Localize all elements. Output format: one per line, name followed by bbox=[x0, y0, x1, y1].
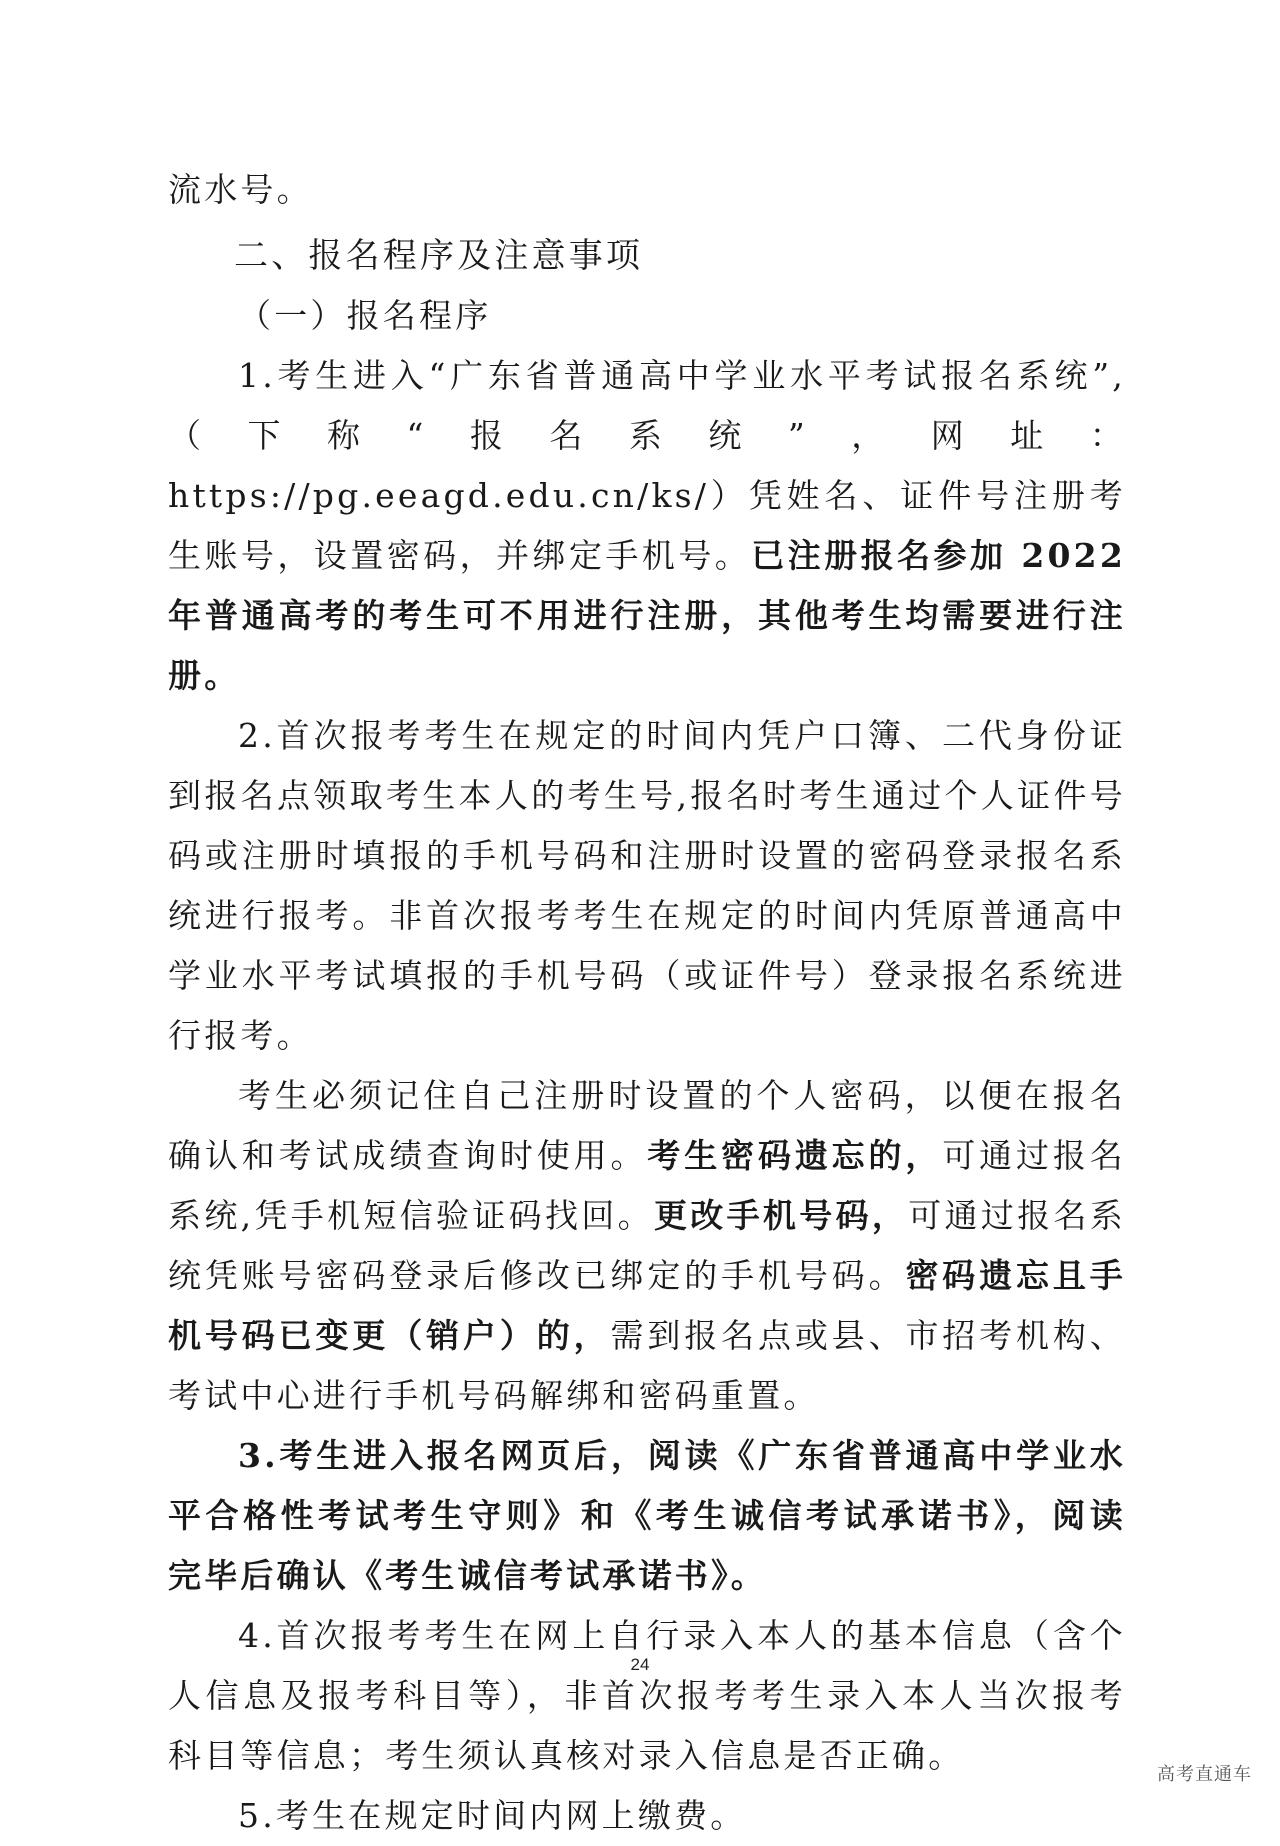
paragraph-item-4: 4.首次报考考生在网上自行录入本人的基本信息（含个人信息及报考科目等），非首次报考考生录入本人当次报考科目等信息；考生须认真核对录入信息是否正确。 bbox=[168, 1616, 1126, 1775]
password-bold-3: 密码遗忘且手机号码已变更（销户）的， bbox=[168, 1256, 1126, 1355]
paragraph-continuation: 流水号。 bbox=[168, 170, 313, 209]
password-text-3: 可通过报名系统凭账号密码登录后修改已绑定的手机号码。 bbox=[168, 1196, 1126, 1295]
password-bold-1: 考生密码遗忘的， bbox=[647, 1136, 943, 1175]
section-heading: 二、报名程序及注意事项 bbox=[234, 236, 644, 276]
paragraph-item-3: 3.考生进入报名网页后，阅读《广东省普通高中学业水平合格性考试考生守则》和《考生诚信考试承诺书》，阅读完毕后确认《考生诚信考试承诺书》。 bbox=[168, 1436, 1126, 1595]
subsection-heading: （一）报名程序 bbox=[238, 296, 492, 335]
page-number: 24 bbox=[630, 1655, 650, 1674]
password-text-2: 可通过报名系统,凭手机短信验证码找回。 bbox=[168, 1136, 1126, 1235]
item1-text: 1.考生进入“广东省普通高中学业水平考试报名系统”,（下称“报名系统”，网址：https://pg.eeagd.edu.cn/ks/）凭姓名、证件号注册考生账号，设置密码，并绑定手机号。 bbox=[168, 356, 1126, 575]
paragraph-item-1 bbox=[168, 346, 1126, 706]
password-text-1: 考生必须记住自己注册时设置的个人密码，以便在报名确认和考试成绩查询时使用。 bbox=[168, 1076, 1126, 1175]
password-bold-2: 更改手机号码， bbox=[653, 1196, 909, 1235]
password-text-4: 需到报名点或县、市招考机构、考试中心进行手机号码解绑和密码重置。 bbox=[168, 1316, 1126, 1415]
paragraph-item-2: 2.首次报考考生在规定的时间内凭户口簿、二代身份证到报名点领取考生本人的考生号,报名时考生通过个人证件号码或注册时填报的手机号码和注册时设置的密码登录报名系统进行报考。非首次报考考生在规定的时间内凭原普通高中学业水平考试填报的手机号码（或证件号）登录报名系统进行报考。 bbox=[168, 716, 1126, 1055]
watermark-text: 高考直通车 bbox=[1157, 1764, 1252, 1785]
paragraph-password bbox=[168, 1066, 1126, 1426]
paragraph-item-5: 5.考生在规定时间内网上缴费。 bbox=[238, 1796, 747, 1835]
item1-bold-text: 已注册报名参加 2022 年普通高考的考生可不用进行注册，其他考生均需要进行注册。 bbox=[168, 536, 1126, 695]
document-page bbox=[168, 160, 1126, 1846]
